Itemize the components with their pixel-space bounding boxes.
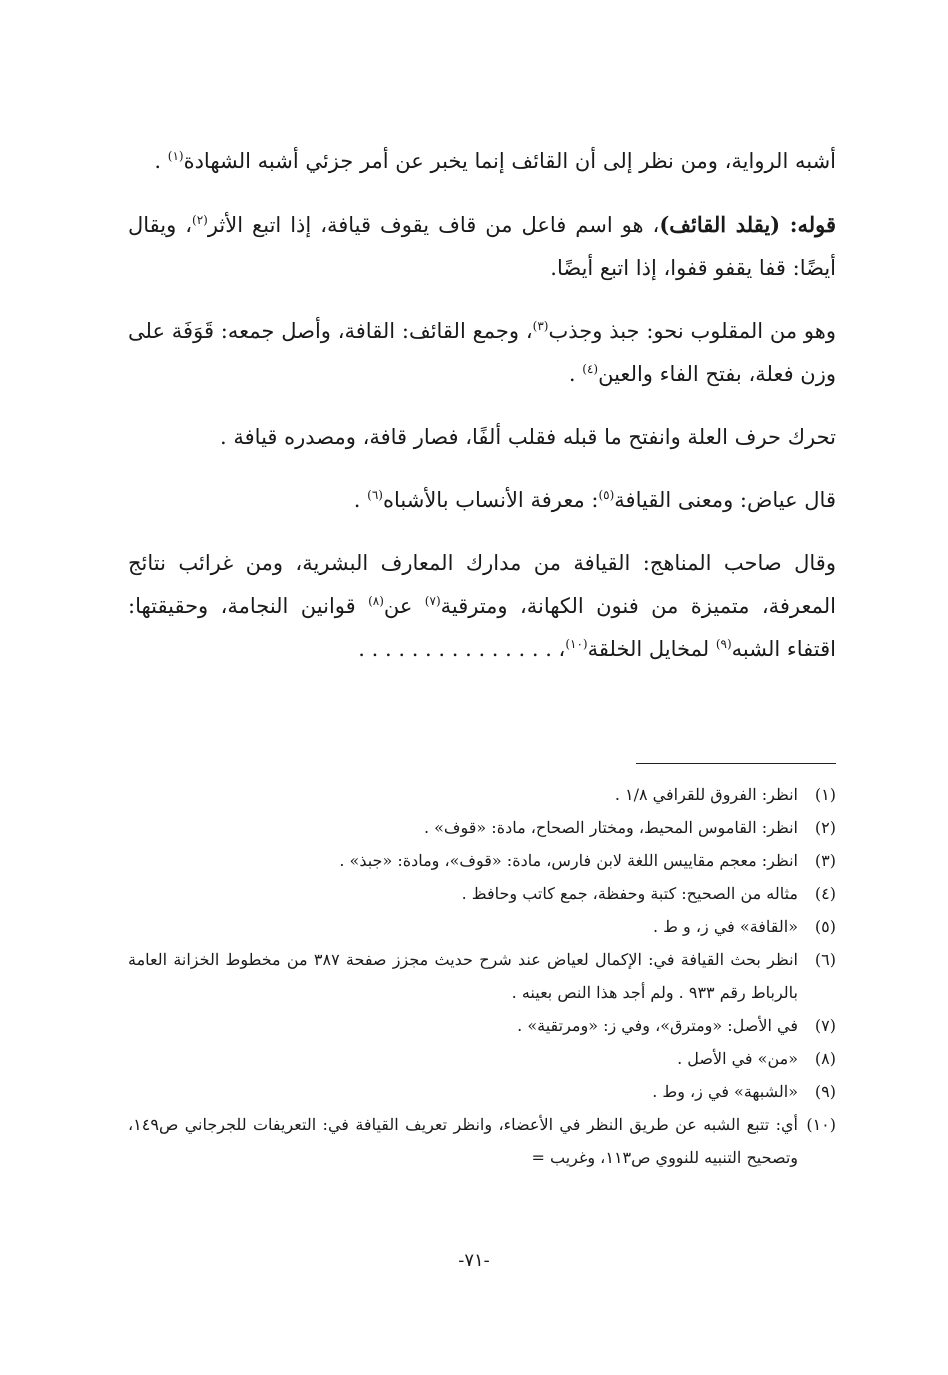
footnote-text: «القافة» في ز، و ط . <box>652 917 798 936</box>
text-run: قوانين النجامة، وحقيقتها: اقتفاء الشبه <box>128 594 836 661</box>
footnote-number: (١) <box>814 785 836 804</box>
text-run: ، هو اسم فاعل من قاف يقوف قيافة، إذا اتبع الأثر <box>207 213 660 237</box>
text-run: لمخايل الخلقة <box>587 637 716 661</box>
footnote-item <box>128 910 836 943</box>
footnotes <box>128 778 836 1174</box>
paragraph-6 <box>128 542 836 671</box>
footnote-text: «الشبهة» في ز، وط . <box>652 1082 798 1101</box>
footnote-text: مثاله من الصحيح: كتبة وحفظة، جمع كاتب وحافظ . <box>461 884 798 903</box>
text-run: ، . . . . . . . . . . . . . . . <box>358 637 566 661</box>
footnote-ref[interactable]: (١٠) <box>565 637 588 651</box>
text-run: ، وجمع القائف: القافة، وأصل جمعه: قَوَفَة على وزن فعلة، بفتح الفاء والعين <box>128 319 836 386</box>
text-run: . <box>353 488 368 512</box>
footnote-number: (٣) <box>814 851 836 870</box>
paragraph-5 <box>128 479 836 522</box>
footnote-number: (٨) <box>814 1049 836 1068</box>
footnote-item <box>128 811 836 844</box>
footnote-item <box>128 1042 836 1075</box>
footnote-ref[interactable]: (٥) <box>598 488 615 502</box>
footnote-number: (١٠) <box>806 1115 836 1134</box>
footnote-text: انظر: الفروق للقرافي ١/٨ . <box>614 785 798 804</box>
footnote-ref[interactable]: (١) <box>167 149 184 163</box>
footnote-ref[interactable]: (٧) <box>424 594 441 608</box>
footnote-divider <box>636 763 836 764</box>
footnote-number: (٦) <box>814 950 836 969</box>
main-text <box>128 140 836 691</box>
footnote-item <box>128 1009 836 1042</box>
text-run: قال عياض: ومعنى القيافة <box>614 488 836 512</box>
footnote-text: انظر: معجم مقاييس اللغة لابن فارس، مادة: «قوف»، ومادة: «جبذ» . <box>339 851 798 870</box>
text-run: : معرفة الأنساب بالأشباه <box>382 488 599 512</box>
footnote-item <box>128 1108 836 1174</box>
footnote-number: (٢) <box>814 818 836 837</box>
page-number: -٧١- <box>458 1250 490 1271</box>
footnote-number: (٧) <box>814 1016 836 1035</box>
footnote-ref[interactable]: (٣) <box>532 319 549 333</box>
footnote-item <box>128 1075 836 1108</box>
text-run: . <box>568 362 583 386</box>
footnote-text: انظر: القاموس المحيط، ومختار الصحاح، مادة: «قوف» . <box>423 818 798 837</box>
footnote-ref[interactable]: (٦) <box>367 488 383 502</box>
text-run: عن <box>383 594 425 618</box>
footnote-ref[interactable]: (٩) <box>715 637 732 651</box>
footnote-item <box>128 844 836 877</box>
footnote-ref[interactable]: (٤) <box>582 362 599 376</box>
footnote-item <box>128 877 836 910</box>
footnote-ref[interactable]: (٢) <box>192 213 208 227</box>
footnote-text: انظر بحث القيافة في: الإكمال لعياض عند شرح حديث مجزز صفحة ٣٨٧ من مخطوط الخزانة العامة بالرباط رقم ٩٣٣ . ولم أجد هذا النص بعينه . <box>128 950 798 1002</box>
paragraph-1 <box>128 140 836 183</box>
footnote-number: (٩) <box>814 1082 836 1101</box>
paragraph-3 <box>128 310 836 396</box>
footnote-text: في الأصل: «ومترق»، وفي ز: «ومرتقية» . <box>517 1016 798 1035</box>
footnote-number: (٥) <box>814 917 836 936</box>
text-run: وهو من المقلوب نحو: جبذ وجذب <box>548 319 836 343</box>
text-run: . <box>154 149 168 173</box>
footnote-text: «من» في الأصل . <box>677 1049 798 1068</box>
term-heading: قوله: (يقلد القائف) <box>659 212 837 237</box>
paragraph-4: تحرك حرف العلة وانفتح ما قبله فقلب ألفًا، فصار قافة، ومصدره قيافة . <box>220 425 836 449</box>
footnote-number: (٤) <box>814 884 836 903</box>
footnote-ref[interactable]: (٨) <box>368 594 384 608</box>
text-run: أشبه الرواية، ومن نظر إلى أن القائف إنما يخبر عن أمر جزئي أشبه الشهادة <box>183 149 836 173</box>
footnote-item <box>128 778 836 811</box>
footnote-text: أي: تتبع الشبه عن طريق النظر في الأعضاء، وانظر تعريف القيافة في: التعريفات للجرجاني ص١٤٩، وتصحيح التنبيه للنووي ص١١٣، وغريب = <box>128 1115 798 1167</box>
text-run: وقال صاحب المناهج: القيافة من مدارك المعارف البشرية، ومن غرائب نتائج المعرفة، متميزة من فنون الكهانة، ومترقية <box>128 551 836 618</box>
paragraph-2 <box>128 203 836 290</box>
text-run: ، ويقال أيضًا: قفا يقفو قفوا، إذا اتبع أيضًا. <box>128 213 836 280</box>
footnote-item <box>128 943 836 1009</box>
